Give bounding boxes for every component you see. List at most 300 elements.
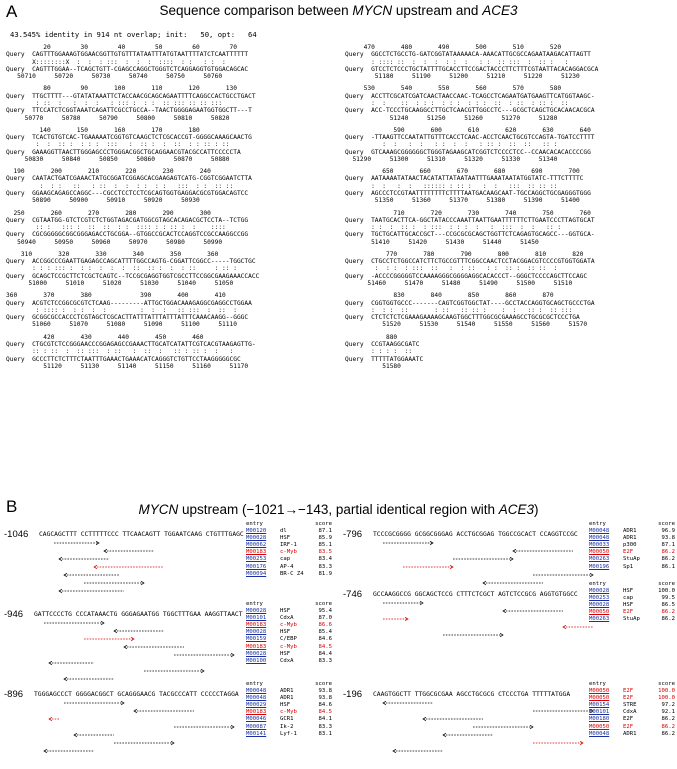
alignment-left-column — [6, 44, 259, 375]
matrix-entry-link[interactable]: M00183 — [246, 643, 267, 650]
binding-site-arrows — [363, 699, 613, 769]
table-row — [246, 651, 332, 658]
match-score: 86.5 — [661, 602, 675, 609]
tfbs-group — [343, 581, 677, 663]
table-row — [246, 716, 332, 723]
sequence-line: Query CTGCGTCTCCGGGAACCCGGAGAGCCGAAACTTGCATCATATTCGTCACGTAAGAGTTG- — [6, 340, 256, 348]
table-row — [246, 731, 332, 738]
tfbs-group — [4, 681, 334, 763]
match-score: 83.3 — [318, 563, 332, 570]
sequence-line: Query CGTAATGG-GTCTCGTCTCTGGTAGACGATGGCGTAGCACAGACGCTCCTA--TCTGG — [6, 216, 249, 224]
match-score: 83.4 — [318, 556, 332, 563]
table-row — [246, 658, 332, 665]
alignment-block — [345, 85, 598, 121]
position-ruler: 470 480 490 500 510 520 — [345, 44, 562, 51]
table-row — [246, 556, 332, 563]
matrix-entry-link[interactable]: M00028 — [246, 608, 267, 615]
table-header — [246, 681, 332, 688]
matrix-entry-link[interactable]: M00048 — [246, 688, 267, 695]
binding-site-arrows — [363, 599, 613, 669]
factor-name: E2F — [623, 688, 634, 695]
sequence-line: Query CCGTAAGGCGATC — [345, 340, 420, 348]
match-line: : :::: :: : : : : : : : : :: ::: : :: : : — [345, 58, 569, 66]
factor-name: HSF — [280, 629, 291, 636]
match-line: : : : ::: : : : : : : :: :: : : : :: : :: : — [6, 265, 237, 273]
factor-name: STRE — [623, 702, 637, 709]
matrix-entry-link[interactable]: M00094 — [246, 570, 267, 577]
position-ruler: 51120 51130 51140 51150 51160 51170 — [6, 362, 249, 370]
promoter-sequence: GATTCCCCTG CCCATAAACTG GGGAGAATGG TGGCTTTGAA AAGGTTAACT — [34, 611, 243, 618]
match-score: 87.1 — [318, 528, 332, 535]
matrix-entry-link[interactable]: M00196 — [589, 563, 610, 570]
match-score: 99.5 — [661, 595, 675, 602]
factor-name: E2F — [623, 695, 634, 702]
factor-name: CdxA — [280, 657, 294, 664]
tfbs-score-table — [589, 581, 675, 624]
factor-name: IRF-1 — [280, 542, 297, 549]
sequence-line: Query GCGGCGCCACCCTCGTAGCTCGCACTTATTTATTTATTTATTTCAAACAAGG--GGGC — [6, 314, 249, 322]
table-row — [246, 702, 332, 709]
factor-name: E2F — [623, 609, 634, 616]
matrix-entry-link[interactable]: M00048 — [589, 730, 610, 737]
position-ruler: 650 660 670 680 690 700 — [345, 168, 580, 176]
tfbs-group — [4, 601, 334, 683]
match-score: 87.0 — [318, 615, 332, 622]
table-row — [589, 716, 675, 723]
table-row — [246, 688, 332, 695]
position-ruler: 50830 50840 50850 50860 50870 50880 — [6, 155, 230, 163]
alignment-block — [6, 127, 259, 163]
matrix-entry-link[interactable]: M00101 — [589, 709, 610, 716]
sequence-line: Query AGCCCTCCGTAATTTTTTTTCTTTTAATGACAAGCAAT-TGCCAGGCTGCGAGGGTGGG — [345, 190, 591, 198]
match-score: 100.0 — [658, 695, 675, 702]
table-row — [589, 702, 675, 709]
match-line: : :: : : : : : ::: : : : :: ::: :: :: ::: — [6, 99, 223, 107]
matrix-entry-link[interactable]: M00176 — [246, 563, 267, 570]
match-score: 92.1 — [661, 709, 675, 716]
promoter-sequence: TCCCGCGGGG GCGGCGGGAG ACCTGCGGAG TGGCCGCACT CCAGGTCCGC — [373, 531, 578, 538]
sequence-line: Query ACCTTCGCATCGATCAACTAACCAAC-TCAGCCTCAGAATGATGAAGTTCATGGTAAGC- — [345, 92, 595, 100]
promoter-sequence: GCCAAGGCCG GGCAGCTCCG CTTTCTCGCT AGTCTCCGCG AGGTGTGGCC — [373, 591, 578, 598]
sequence-start-position: -746 — [343, 589, 363, 600]
factor-name: ADR1 — [623, 730, 637, 737]
sequence-line: Query TGCTGCATTGCACCGCT---CCGCGCGCAGCTGGTTCTCAGAGTGCAGCC---GGTGCA- — [345, 231, 595, 239]
sequence-line: Query GGCCTCTGCCTG-GATCGGTATAAAAACA-AAACATTGCGCCAGAATAAGACATTAGTT — [345, 51, 591, 59]
alignment-block — [6, 334, 259, 370]
position-ruler: 51290 51300 51310 51320 51330 51340 — [345, 155, 558, 163]
match-score: 81.9 — [318, 570, 332, 577]
sequence-start-position: -896 — [4, 689, 24, 700]
factor-name: HSF — [280, 535, 291, 542]
alignment-block — [345, 334, 598, 370]
binding-site-arrows — [24, 699, 274, 769]
factor-name: ADR1 — [623, 535, 637, 542]
factor-name: Ik-2 — [280, 723, 294, 730]
match-line: : : : :: : :: :: :: : : : :: : :: ::: — [345, 306, 573, 314]
position-ruler: 880 — [345, 333, 398, 341]
entry-header: entry — [589, 581, 606, 587]
table-header — [589, 581, 675, 588]
factor-name: c-Myb — [280, 622, 297, 629]
position-ruler: 770 780 790 800 810 820 — [345, 250, 584, 258]
score-header: score — [658, 581, 675, 587]
sequence-start-position: -796 — [343, 529, 363, 540]
sequence-line: Query -TTAAGTTCCAATATTGTTTCACCTCAAC-ACCTCAACTGCGTCCAGTA-TGATCCTTTT — [345, 134, 595, 142]
sequence-line: Query CGCGGGGGCGGCGGGAGACCTGCGGA--GTGGCCGCACTCCAGGTCCGCCAAGGCCGG — [6, 231, 249, 239]
match-score: 86.2 — [661, 616, 675, 623]
match-score: 85.4 — [318, 629, 332, 636]
factor-name: C/EBP — [280, 636, 297, 643]
sequence-line: Query GTCCTCTCCCTGCTATTTTGCACCTTCCGACTACCCTTCTTTCGTAATTACACAGGACGCA — [345, 65, 599, 73]
alignment-stats: 43.545% identity in 914 nt overlap; init: 50, opt: 64 — [10, 30, 257, 39]
match-score: 83.5 — [318, 549, 332, 556]
alignment-block — [345, 210, 598, 246]
match-score: 86.6 — [318, 622, 332, 629]
matrix-entry-link[interactable]: M00100 — [246, 657, 267, 664]
position-ruler: 51460 51470 51480 51490 51500 51510 — [345, 280, 573, 288]
matrix-entry-link[interactable]: M00101 — [246, 615, 267, 622]
match-score: 85.1 — [318, 542, 332, 549]
entry-header: entry — [246, 601, 263, 607]
alignment-right-column — [345, 44, 598, 375]
matrix-entry-link[interactable]: M00263 — [589, 556, 610, 563]
position-ruler: 51180 51190 51200 51210 51220 51230 — [345, 73, 580, 81]
match-score: 84.4 — [318, 650, 332, 657]
alignment-block — [6, 251, 259, 287]
sequence-line: Query CTCTCTCTCGAAAGAAAAGCAAGTGGCTTTGGCGCGAAAGCCTGCGCGCTCCCTGA — [345, 314, 580, 322]
match-line: : :::: : : : : : : : : :: ::: : :: : — [6, 306, 237, 314]
tfbs-group — [4, 521, 334, 603]
sequence-line: Query AATAAAATATAACTACATATTATAATAATTTGAAATAATATGGTATC-TTTCTTTTC — [345, 175, 584, 183]
table-row — [589, 616, 675, 623]
match-score: 84.6 — [318, 702, 332, 709]
matrix-entry-link[interactable]: M00028 — [589, 588, 610, 595]
factor-name: c-Myb — [280, 549, 297, 556]
matrix-entry-link[interactable]: M00029 — [246, 702, 267, 709]
matrix-entry-link[interactable]: M00028 — [246, 535, 267, 542]
tfbs-score-table — [589, 681, 675, 738]
panel-b-title: MYCN upstream (−1021→−143, partial identical region with ACE3) — [138, 502, 539, 517]
entry-header: entry — [589, 681, 606, 687]
matrix-entry-link[interactable]: M00028 — [589, 602, 610, 609]
sequence-start-position: -196 — [343, 689, 363, 700]
matrix-entry-link[interactable]: M00154 — [589, 702, 610, 709]
factor-name: c-Myb — [280, 643, 297, 650]
sequence-line: Query TTCCATCTCGGTAAATCAGATTCGCCTGCCA--TAACTGGGGAGAATGGTGGCTT---T — [6, 107, 252, 115]
factor-name: HSF — [623, 588, 634, 595]
table-row — [246, 622, 332, 629]
matrix-entry-link[interactable]: M00028 — [246, 650, 267, 657]
table-row — [246, 636, 332, 643]
match-score: 86.2 — [661, 723, 675, 730]
table-row — [246, 528, 332, 535]
matrix-entry-link[interactable]: M00046 — [246, 716, 267, 723]
sequence-line: Query GCAGCTCCGCTTCTCGCTCAGTC--TCCGCGAGGTGGTCGCCTTCCGGCGAAGAAACCACC — [6, 272, 260, 280]
sequence-line: Query CAGTTTGGAAAGTGGAACGGTTGTGTTTATAATTTATGTAATTTTATCTCAATTTTTT — [6, 51, 249, 59]
table-row — [246, 724, 332, 731]
position-ruler: 590 600 610 620 630 640 — [345, 126, 591, 134]
sequence-line: Query CGGTGGTGCCC-------CAGTCGGTGGCTAT----GCCTACCAGGTGCAGCTGCCCTGA — [345, 299, 595, 307]
factor-name: CdxA — [623, 709, 637, 716]
position-ruler: 140 150 160 170 180 — [6, 126, 200, 134]
table-row — [589, 688, 675, 695]
match-score: 93.8 — [661, 535, 675, 542]
score-header: score — [658, 681, 675, 687]
sequence-start-position: -946 — [4, 609, 24, 620]
table-row — [589, 595, 675, 602]
sequence-start-position: -1046 — [4, 529, 29, 540]
sequence-line: Query ACCGGCCCGAATTGAGAGCCAGCATTTTGGCCAGTG-CGGATTCGGCC-----TGGCTGC — [6, 258, 256, 266]
matrix-entry-link[interactable]: M00048 — [589, 535, 610, 542]
table-row — [589, 549, 675, 556]
match-score: 83.3 — [318, 723, 332, 730]
match-score: 84.6 — [318, 636, 332, 643]
matrix-entry-link[interactable]: M00183 — [246, 709, 267, 716]
alignment-block — [6, 292, 259, 328]
matrix-entry-link[interactable]: M00253 — [246, 556, 267, 563]
entry-header: entry — [246, 521, 263, 527]
factor-name: E2F — [623, 549, 634, 556]
position-ruler: 530 540 550 560 570 580 — [345, 85, 562, 93]
sequence-line: Query GTCAAAGCGGGGGGCTGGGTAGAAGCATCGGTCTCCCCTCC--CCAACACACACCCCGG — [345, 148, 591, 156]
position-ruler: 50890 50900 50910 50920 50930 — [6, 197, 200, 205]
match-score: 84.5 — [318, 643, 332, 650]
match-line: : : :: : : : : ::: : :: : : :: : : :: : :: — [6, 141, 230, 149]
match-score: 100.0 — [658, 588, 675, 595]
table-row — [589, 588, 675, 595]
match-line: : : : :: : : ::: : : : : : ::: : : :: : — [345, 224, 562, 232]
promoter-sequence: TGGGAGCCCT GGGGACGGCT GCAGGGAACG TACGCCCATT CCCCCTAGGA — [34, 691, 239, 698]
sequence-line: Query CAATACTGATCGAAACTATGCGGATCGGAGCACGAAGAGTCATG-CGGTCGGAATCTTA — [6, 175, 252, 183]
match-score: 84.1 — [318, 716, 332, 723]
alignment-block — [345, 168, 598, 204]
matrix-entry-link[interactable]: M00120 — [246, 528, 267, 535]
match-line: : : : : : : : : : :: : :: :: :: : — [345, 141, 558, 149]
factor-name: Sp1 — [623, 563, 634, 570]
table-row — [246, 629, 332, 636]
sequence-line: Query ACC-TCCCTGCAAGGCCTTGCTCAACGTTGGCCTC---GCGCTCAGCTGCACAACACGCA — [345, 107, 595, 115]
position-ruler: 50770 50780 50790 50800 50810 50820 — [6, 114, 230, 122]
sequence-line: Query TTTTTATGGAAATC — [345, 355, 424, 363]
alignment-block — [345, 292, 598, 328]
position-ruler: 51060 51070 51080 51090 51100 51110 — [6, 321, 237, 329]
factor-name: dl — [280, 528, 287, 535]
table-row — [589, 731, 675, 738]
table-row — [589, 609, 675, 616]
tfbs-group — [343, 681, 677, 763]
matrix-entry-link[interactable]: M00028 — [246, 629, 267, 636]
score-header: score — [315, 601, 332, 607]
match-score: 96.9 — [661, 528, 675, 535]
sequence-line: Query TCACTGTGTCAC-TGAAAAATCGGTGTCAAGCTCTCGCACCGT-GGGGCAAAGCAACTG — [6, 134, 252, 142]
matrix-entry-link[interactable]: M00050 — [589, 609, 610, 616]
position-ruler: 50940 50950 50960 50970 50980 50990 — [6, 238, 223, 246]
position-ruler: 250 260 270 280 290 300 — [6, 209, 211, 217]
match-score: 100.0 — [658, 688, 675, 695]
alignment-block — [6, 210, 259, 246]
sequence-line: Query GAAAGGTTAACTTGGGAGCCCTGGGACGGCTGCAGGAACGTACGCCATTCCCCCTA — [6, 148, 241, 156]
table-row — [246, 564, 332, 571]
alignment-block — [6, 44, 259, 80]
factor-name: ADR1 — [623, 528, 637, 535]
sequence-line: Query CTGCCTCTGGCCATCTTCTGCCGTTTCGGCCAACTCCTACGGACGTCCCCGTGGTGGATA — [345, 258, 595, 266]
position-ruler: 20 30 40 50 60 70 — [6, 44, 237, 51]
matrix-entry-link[interactable]: M00050 — [589, 688, 610, 695]
match-score: 93.8 — [318, 695, 332, 702]
match-score: 97.2 — [661, 702, 675, 709]
factor-name: HSF — [280, 650, 291, 657]
match-score: 87.1 — [661, 542, 675, 549]
entry-header: entry — [246, 681, 263, 687]
alignment-block — [345, 44, 598, 80]
table-row — [246, 535, 332, 542]
position-ruler: 51580 — [345, 362, 401, 370]
factor-name: ADR1 — [280, 695, 294, 702]
matrix-entry-link[interactable]: M00033 — [589, 542, 610, 549]
factor-name: HSF — [280, 608, 291, 615]
matrix-entry-link[interactable]: M00050 — [589, 723, 610, 730]
matrix-entry-link[interactable]: M00253 — [589, 595, 610, 602]
matrix-entry-link[interactable]: M00180 — [589, 716, 610, 723]
promoter-sequence: CAAGTGGCTT TTGGCGCGAA AGCCTGCGCG CTCCCTGA TTTTTATGGA — [373, 691, 571, 698]
factor-name: p300 — [623, 542, 637, 549]
match-score: 86.2 — [661, 609, 675, 616]
alignment-block — [345, 127, 598, 163]
matrix-entry-link[interactable]: M00048 — [246, 695, 267, 702]
matrix-entry-link[interactable]: M00141 — [246, 730, 267, 737]
matrix-entry-link[interactable]: M00048 — [589, 528, 610, 535]
match-score: 86.2 — [661, 730, 675, 737]
table-row — [589, 709, 675, 716]
table-header — [589, 521, 675, 528]
match-line: : : : :: : :: : : : : : : ::: : : :: :: — [6, 182, 234, 190]
position-ruler: 51350 51360 51370 51380 51390 51400 — [345, 197, 580, 205]
alignment-block — [6, 85, 259, 121]
matrix-entry-link[interactable]: M00183 — [246, 549, 267, 556]
table-row — [246, 709, 332, 716]
match-line: :: : ::: : :: :: : : :::: : : :: : : :::: — [6, 224, 226, 232]
entry-header: entry — [589, 521, 606, 527]
match-score: 86.2 — [661, 716, 675, 723]
match-score: 85.9 — [318, 535, 332, 542]
table-row — [246, 644, 332, 651]
position-ruler: 51520 51530 51540 51550 51560 51570 — [345, 321, 588, 329]
factor-name: cap — [623, 595, 634, 602]
matrix-entry-link[interactable]: M00159 — [246, 636, 267, 643]
match-score: 83.3 — [318, 657, 332, 664]
table-row — [589, 528, 675, 535]
alignment-block — [6, 168, 259, 204]
position-ruler: 80 90 100 110 120 130 — [6, 85, 237, 93]
tfbs-score-table — [246, 681, 332, 738]
promoter-sequence: CAGCAGCTTT CCTTTTTCCC TTCAACAGTT TGGAATCAAG CTGTTTGAGC — [39, 531, 244, 538]
panel-b-label: B — [6, 497, 18, 516]
match-score: 84.5 — [318, 709, 332, 716]
match-line: : : : : :: — [345, 348, 413, 356]
sequence-line: Query TTGCTTTT---GTATATAAATTCTACCAACGCAGCAGAATTTTCAGGCCACTGCCTGACT — [6, 92, 256, 100]
table-row — [589, 602, 675, 609]
sequence-line: Query GCCCTTCTCTTTCTAATTTGAAACTGAAACATCAGGGTCTGTTCCTAAGGGGGCGC — [6, 355, 241, 363]
position-ruler: 51000 51010 51020 51030 51040 51050 — [6, 280, 234, 288]
factor-name: E2F — [623, 716, 634, 723]
factor-name: cap — [280, 556, 291, 563]
position-ruler: 710 720 730 740 750 760 — [345, 209, 591, 217]
binding-site-arrows — [24, 539, 274, 609]
matrix-entry-link[interactable]: M00062 — [246, 542, 267, 549]
position-ruler: 310 320 330 340 350 360 — [6, 250, 219, 258]
matrix-entry-link[interactable]: M00183 — [246, 622, 267, 629]
matrix-entry-link[interactable]: M00050 — [589, 549, 610, 556]
sequence-line: Query -ACCCCGGGGGTCCAAAAGGGCGGGGAGGCACACCCT--GGGCTCCCCAGCTTCCAGC — [345, 272, 588, 280]
factor-name: CdxA — [280, 615, 294, 622]
match-score: 83.1 — [318, 730, 332, 737]
factor-name: AP-4 — [280, 563, 294, 570]
factor-name: GCR1 — [280, 716, 294, 723]
table-row — [589, 724, 675, 731]
match-line: : : : : ::: :: : : :: : : :: : :: :: : — [345, 265, 558, 273]
table-row — [589, 695, 675, 702]
table-row — [589, 535, 675, 542]
factor-name: Lyf-1 — [280, 730, 297, 737]
sequence-line: Query TAATGCACTTCA-GGCTATACCCAAATTAATTGAATTTTTTCTTGAATCCCTTAGTGCAT — [345, 216, 595, 224]
table-row — [246, 615, 332, 622]
panel-a-label: A — [6, 2, 18, 21]
binding-site-arrows — [24, 619, 274, 689]
match-score: 93.8 — [318, 688, 332, 695]
match-score: 95.4 — [318, 608, 332, 615]
table-row — [246, 549, 332, 556]
position-ruler: 51410 51420 51430 51440 51450 — [345, 238, 539, 246]
sequence-line: Query ACGTCTCCGGCGCGTCTCAAG---------ATTGCTGGACAAAGAGGCGAGGCCTGGAA — [6, 299, 252, 307]
table-row — [246, 542, 332, 549]
match-line: : : :: : : : : : : : : : :: : :: : :: : :: — [345, 99, 569, 107]
table-row — [589, 556, 675, 563]
panel-a-title: Sequence comparison between MYCN upstream and ACE3 — [159, 3, 518, 18]
matrix-entry-link[interactable]: M00050 — [589, 695, 610, 702]
table-row — [246, 608, 332, 615]
position-ruler: 190 200 210 220 230 240 — [6, 168, 211, 176]
factor-name: StuAp — [623, 616, 640, 623]
position-ruler: 830 840 850 860 870 — [345, 292, 554, 300]
factor-name: HSF — [280, 702, 291, 709]
table-row — [246, 695, 332, 702]
matrix-entry-link[interactable]: M00263 — [589, 616, 610, 623]
table-header — [246, 521, 332, 528]
tfbs-score-table — [589, 521, 675, 571]
factor-name: StuAp — [623, 556, 640, 563]
match-line: X::::::::X : : : ::: : : : :::: : : : : : — [6, 58, 226, 66]
sequence-line: Query CAGTTTGGAA--TCAGCTGTT-CGAGCCAGGCTGGGTCTCAGGAGGTGTGGACAGCAC — [6, 65, 249, 73]
tfbs-score-table — [246, 521, 332, 578]
table-header — [246, 601, 332, 608]
match-line: : : : : :::::: : :: : : : ::: :: :: :: — [345, 182, 558, 190]
table-row — [246, 571, 332, 578]
sequence-line: Query GGAAGCAGAGCCAGGC---CGCCTCCTCCTCGCAGTGGTGAGGACGCGTGGACAGTCC — [6, 190, 249, 198]
position-ruler: 51240 51250 51260 51270 51280 — [345, 114, 558, 122]
position-ruler: 360 370 380 390 400 410 — [6, 292, 226, 300]
match-score: 86.1 — [661, 563, 675, 570]
matrix-entry-link[interactable]: M00087 — [246, 723, 267, 730]
table-header — [589, 681, 675, 688]
match-score: 86.2 — [661, 549, 675, 556]
match-score: 86.2 — [661, 556, 675, 563]
factor-name: ADR1 — [280, 688, 294, 695]
table-row — [589, 564, 675, 571]
factor-name: HSF — [623, 602, 634, 609]
factor-name: c-Myb — [280, 709, 297, 716]
position-ruler: 50710 50720 50730 50740 50750 50760 — [6, 73, 223, 81]
position-ruler: 420 430 440 450 460 — [6, 333, 204, 341]
